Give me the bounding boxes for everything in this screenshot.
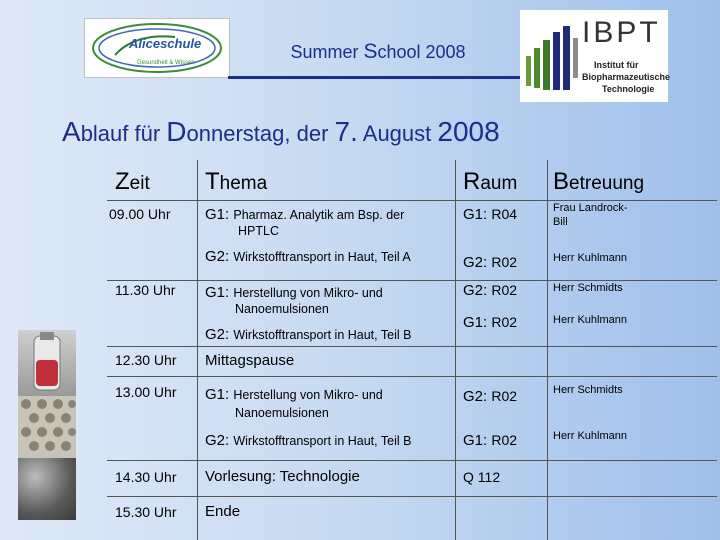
row-topic: G2: Wirkstofftransport in Haut, Teil B <box>205 432 412 449</box>
row-topic: G1: Pharmaz. Analytik am Bsp. der <box>205 206 405 223</box>
aliceschule-logo <box>84 18 230 78</box>
row-time: 09.00 Uhr <box>109 206 171 222</box>
row-topic: G1: Herstellung von Mikro- und <box>205 386 383 403</box>
row-supervisor: Herr Schmidts <box>553 384 623 396</box>
row-supervisor-cont: Bill <box>553 216 568 228</box>
schedule-table <box>107 160 717 540</box>
row-time: 11.30 Uhr <box>115 282 176 298</box>
header-divider <box>228 76 528 79</box>
row-room: Q 112 <box>463 469 501 485</box>
page-title: Ablauf für Donnerstag, der 7. August 2008 <box>62 116 500 147</box>
row-time: 13.00 Uhr <box>115 384 177 400</box>
row-supervisor: Herr Schmidts <box>553 282 623 294</box>
row-topic-cont: HPTLC <box>238 224 279 238</box>
row-topic: Mittagspause <box>205 352 295 369</box>
row-time: 12.30 Uhr <box>115 352 177 368</box>
row-topic: Vorlesung: Technologie <box>205 468 360 485</box>
row-supervisor: Frau Landrock- <box>553 202 628 214</box>
row-topic-cont: Nanoemulsionen <box>235 406 329 420</box>
row-supervisor: Herr Kuhlmann <box>553 314 627 326</box>
logo-right-name: IBPT <box>582 16 661 49</box>
microscopy-dots-image <box>18 396 76 458</box>
column-header-betreuung: Betreuung <box>553 168 645 195</box>
school-title: Summer School 2008 <box>290 40 466 63</box>
row-room: G2: R02 <box>463 388 518 405</box>
row-topic: G2: Wirkstofftransport in Haut, Teil A <box>205 248 411 265</box>
logo-left-name: Aliceschule <box>129 36 202 51</box>
microscopy-surface-image <box>18 458 76 520</box>
column-header-zeit: Zeit <box>115 168 150 195</box>
row-supervisor: Herr Kuhlmann <box>553 252 627 264</box>
row-topic: G1: Herstellung von Mikro- und <box>205 284 383 301</box>
lab-flask-image <box>18 330 76 396</box>
row-room: G1: R02 <box>463 314 518 331</box>
column-header-thema: Thema <box>205 168 268 195</box>
row-topic: G2: Wirkstofftransport in Haut, Teil B <box>205 326 412 343</box>
row-supervisor: Herr Kuhlmann <box>553 430 627 442</box>
row-room: G2: R02 <box>463 254 518 271</box>
row-room: G1: R02 <box>463 432 518 449</box>
logo-left-sub: Gesundheit & Wissen <box>137 60 195 66</box>
row-room: G1: R04 <box>463 206 518 223</box>
row-topic: Ende <box>205 503 241 520</box>
ibpt-logo: IBPT Institut für Biopharmazeutische Technologie <box>520 10 668 102</box>
row-topic-cont: Nanoemulsionen <box>235 302 329 316</box>
row-time: 14.30 Uhr <box>115 469 177 485</box>
column-header-raum: Raum <box>463 168 518 195</box>
row-room: G2: R02 <box>463 282 518 299</box>
row-time: 15.30 Uhr <box>115 504 177 520</box>
